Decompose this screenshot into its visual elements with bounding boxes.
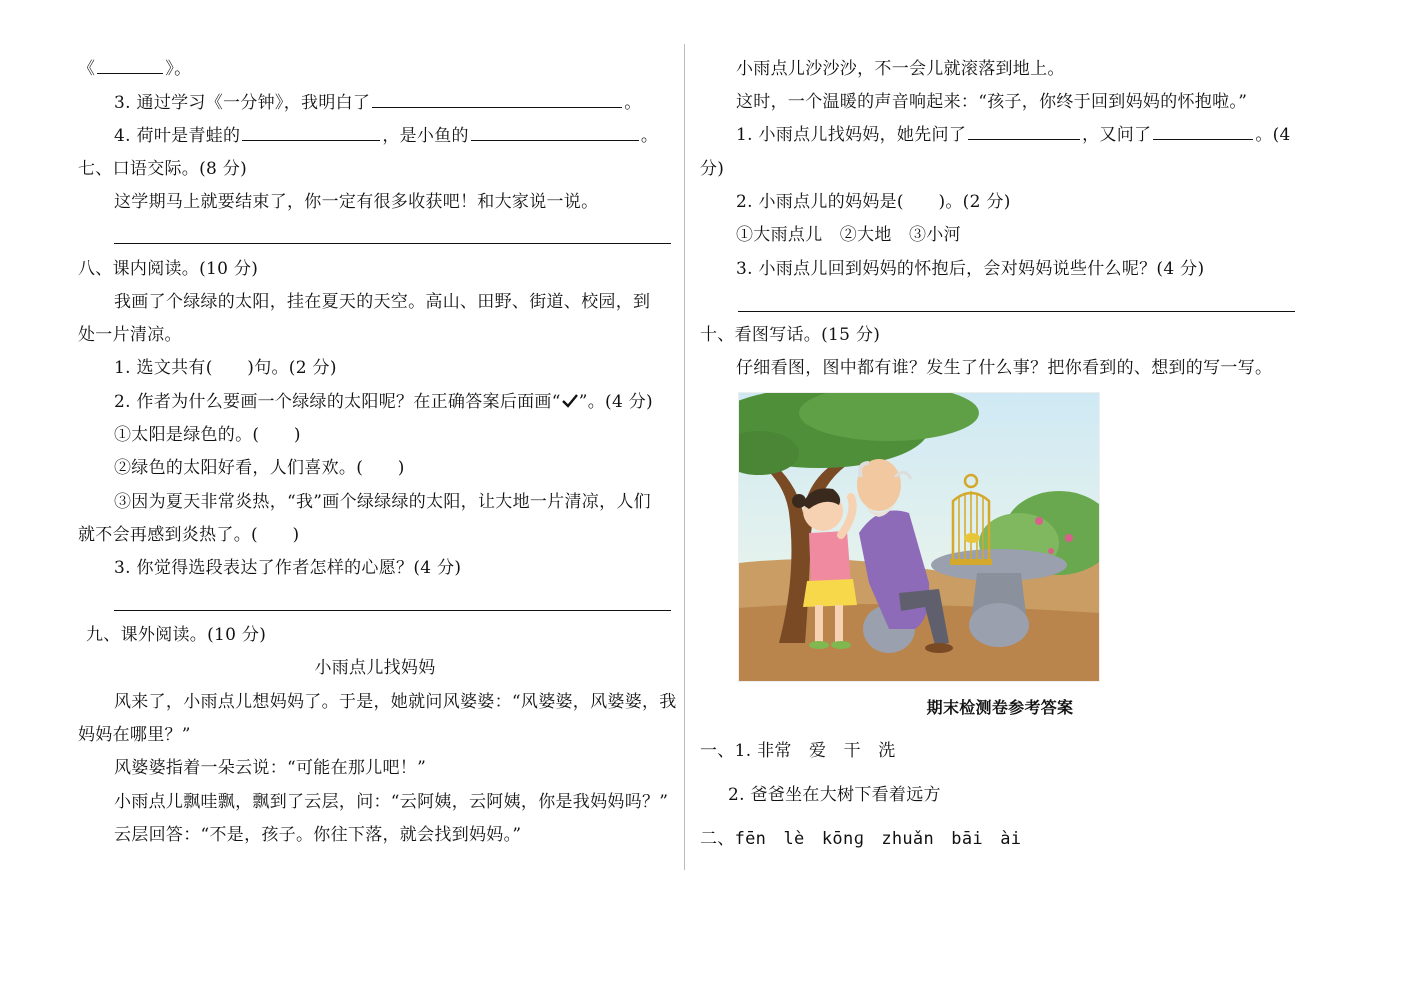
reading-passage-line: 处一片清凉。 [78, 325, 182, 345]
answer-line-1-2: 2. 爸爸坐在大树下看着远方 [728, 785, 941, 805]
question-4 [114, 125, 658, 147]
story-line: 妈妈在哪里？” [78, 725, 191, 745]
answer-blank[interactable] [1153, 124, 1253, 140]
question-text: 。(4 [1255, 125, 1291, 145]
text: 》。 [165, 59, 192, 79]
story-line: 小雨点儿沙沙沙，不一会儿就滚落到地上。 [736, 59, 1065, 79]
section-7-title: 七、口语交际。(8 分) [78, 159, 248, 179]
answer-blank[interactable] [97, 58, 163, 74]
answer-blank[interactable] [372, 92, 622, 108]
question-text: ”。(4 分) [578, 392, 653, 412]
checkmark-icon [561, 393, 579, 409]
section-9-title: 九、课外阅读。(10 分) [86, 625, 267, 645]
option-1[interactable]: ①太阳是绿色的。( ) [114, 425, 301, 445]
answer-line[interactable] [114, 610, 671, 611]
text: 。 [624, 93, 642, 113]
question-continued: 分) [700, 159, 725, 179]
answer-key-title: 期末检测卷参考答案 [926, 698, 1074, 717]
question-text: ，又问了 [1082, 125, 1152, 145]
answer-line-2: 二、fēn lè kōnɡ zhuǎn bāi ài [700, 829, 1022, 849]
answer-line[interactable] [114, 243, 671, 244]
question-text: 1. 小雨点儿找妈妈，她先问了 [736, 125, 967, 145]
section-8-question-2 [114, 391, 653, 413]
story-line: 这时，一个温暖的声音响起来：“孩子，你终于回到妈妈的怀抱啦。” [736, 92, 1248, 112]
section-8-question-3: 3. 你觉得选段表达了作者怎样的心愿？(4 分) [114, 558, 462, 578]
question-2-options[interactable]: ①大雨点儿 ②大地 ③小河 [736, 225, 961, 245]
option-3[interactable]: ③因为夏天非常炎热，“我”画个绿绿绿的太阳，让大地一片清凉，人们 [114, 492, 651, 512]
question-text: 4. 荷叶是青蛙的 [114, 126, 241, 146]
answer-blank[interactable] [471, 125, 639, 141]
reading-passage-line: 我画了个绿绿的太阳，挂在夏天的天空。高山、田野、街道、校园，到 [114, 292, 651, 312]
question-3 [114, 92, 642, 114]
question-text: 2. 作者为什么要画一个绿绿的太阳呢？在正确答案后面画“ [114, 392, 561, 412]
bird [964, 533, 980, 543]
story-line: 云层回答：“不是，孩子。你往下落，就会找到妈妈。” [114, 825, 522, 845]
question-text: ，是小鱼的 [382, 126, 469, 146]
section-8-question-1: 1. 选文共有( )句。(2 分) [114, 358, 337, 378]
section-7-prompt: 这学期马上就要结束了，你一定有很多收获吧！和大家说一说。 [114, 192, 599, 212]
section-10-title: 十、看图写话。(15 分) [700, 325, 881, 345]
option-3-continued[interactable]: 就不会再感到炎热了。( ) [78, 525, 300, 545]
story-title: 小雨点儿找妈妈 [314, 658, 436, 678]
answer-blank[interactable] [968, 124, 1080, 140]
story-line: 风婆婆指着一朵云说：“可能在那儿吧！” [114, 758, 427, 778]
section-9-question-1 [736, 124, 1291, 146]
column-divider [684, 44, 685, 870]
answer-line[interactable] [738, 311, 1295, 312]
option-2[interactable]: ②绿色的太阳好看，人们喜欢。( ) [114, 458, 405, 478]
blank-line-book-title [78, 58, 191, 80]
question-text: 3. 通过学习《一分钟》，我明白了 [114, 93, 371, 113]
section-8-title: 八、课内阅读。(10 分) [78, 259, 259, 279]
story-line: 小雨点儿飘哇飘，飘到了云层，问：“云阿姨，云阿姨，你是我妈妈吗？” [114, 792, 669, 812]
text: 《 [78, 59, 96, 79]
illustration-image [738, 392, 1100, 682]
answer-line-1: 一、1. 非常 爱 干 洗 [700, 741, 896, 761]
text: 。 [640, 126, 659, 146]
section-9-question-2: 2. 小雨点儿的妈妈是( )。(2 分) [736, 192, 1011, 212]
section-10-prompt: 仔细看图，图中都有谁？发生了什么事？把你看到的、想到的写一写。 [736, 358, 1273, 378]
answer-blank[interactable] [242, 125, 380, 141]
section-9-question-3: 3. 小雨点儿回到妈妈的怀抱后，会对妈妈说些什么呢？(4 分) [736, 259, 1205, 279]
story-line: 风来了，小雨点儿想妈妈了。于是，她就问风婆婆：“风婆婆，风婆婆，我 [114, 692, 677, 712]
